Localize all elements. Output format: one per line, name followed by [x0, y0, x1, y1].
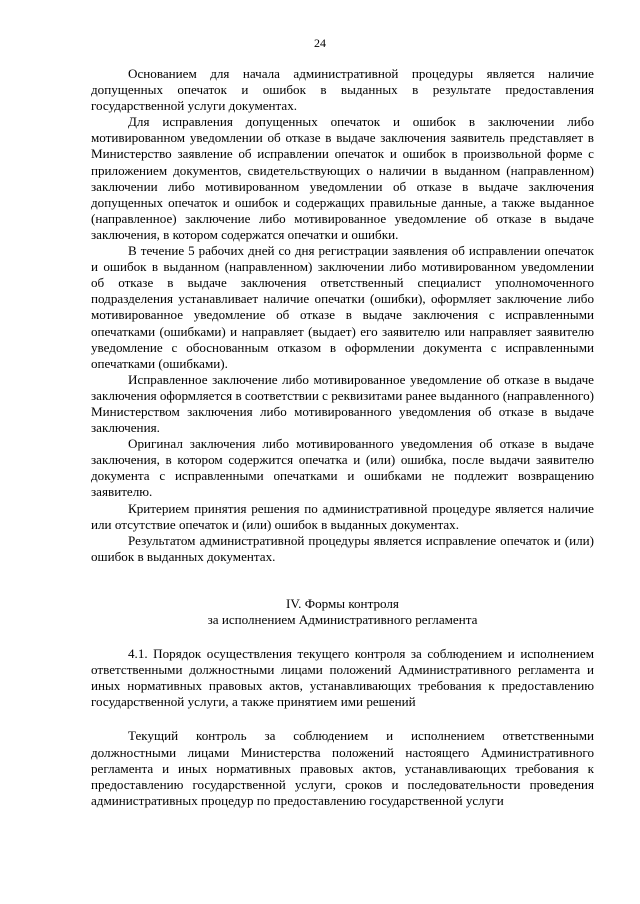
section-heading — [91, 596, 594, 628]
paragraph-corrected-document: Исправленное заключение либо мотивированное уведомление об отказе в выдаче заключения оформляется в соответствии с реквизитами ранее выданного (направленного) Министерством заключения либо мотивированного уведомления об отказе в выдаче заключения. — [91, 371, 594, 436]
paragraph-current-control: Текущий контроль за соблюдением и исполнением ответственными должностными лицами Министерства положений настоящего Административного регламента и иных нормативных правовых актов, устанавливающих требования к предоставлению государственной услуги, сроков и последовательности проведения административных процедур по предоставлению государственной услуги — [91, 728, 594, 808]
subsection-heading: 4.1. Порядок осуществления текущего контроля за соблюдением и исполнением ответственными должностными лицами положений Административного регламента и иных нормативных правовых актов, устанавливающих требования к предоставлению государственной услуги, а также принятием ими решений — [91, 646, 594, 710]
section-title-line2: за исполнением Административного регламента — [207, 612, 478, 627]
page-number: 24 — [314, 36, 326, 50]
paragraph-correction-request: Для исправления допущенных опечаток и ошибок в заключении либо мотивированном уведомлении об отказе в выдаче заключения заявитель представляет в Министерство заявление об исправлении опечаток и ошибок в произвольной форме с приложением документов, свидетельствующих о наличии в выданном (направленном) заключении либо мотивированном уведомлении об отказе в выдаче заключения допущенных опечаток и ошибок и содержащих правильные данные, а также выданное (направленное) заключение либо мотивированное уведомление об отказе в выдаче заключения, в котором содержатся опечатки и ошибки. — [91, 114, 594, 242]
paragraph-basis: Основанием для начала административной процедуры является наличие допущенных опечаток и ошибок в выданных в результате предоставления государственной услуги документах. — [91, 66, 594, 114]
paragraph-procedure-result: Результатом административной процедуры является исправление опечаток и (или) ошибок в выданных документах. — [91, 532, 594, 564]
paragraph-decision-criterion: Критерием принятия решения по административной процедуре является наличие или отсутствие опечаток и (или) ошибок в выданных документах. — [91, 500, 594, 532]
document-body — [91, 66, 594, 809]
paragraph-original-document: Оригинал заключения либо мотивированного уведомления об отказе в выдаче заключения, в котором содержится опечатка и (или) ошибка, после выдачи заявителю документа с исправленными опечатками и ошибками не подлежит возвращению заявителю. — [91, 436, 594, 500]
paragraph-five-days: В течение 5 рабочих дней со дня регистрации заявления об исправлении опечаток и ошибок в выданном (направленном) заключении либо мотивированном уведомлении об отказе в выдаче заключения ответственный специалист уполномоченного подразделения устанавливает наличие опечатки (ошибки), оформляет заключение либо мотивированное уведомление об отказе в выдаче заключения с исправленными опечатками (ошибками) и направляет (выдает) его заявителю или направляет заявителю уведомление с обоснованным отказом в оформлении документа с исправленными опечатками (ошибками). — [91, 243, 594, 371]
section-title-line1: IV. Формы контроля — [286, 595, 399, 611]
